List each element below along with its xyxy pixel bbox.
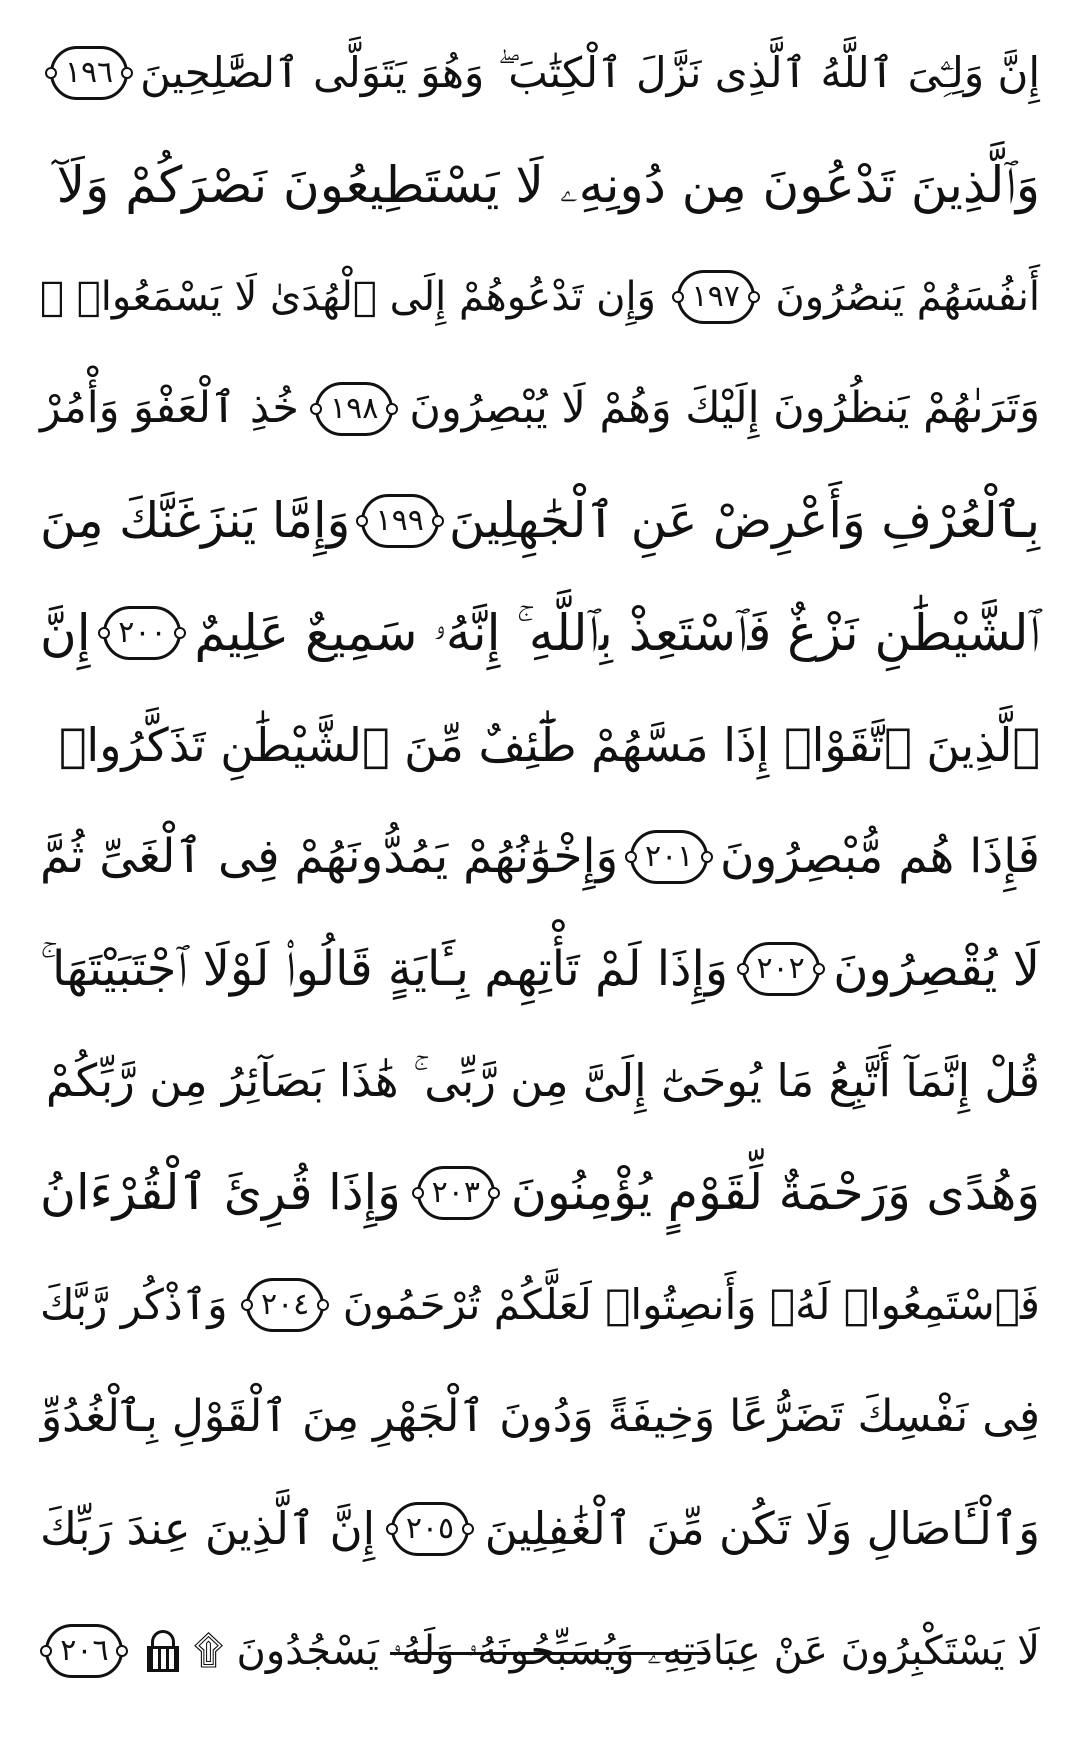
line-text: بِٱلْعُرْفِ وَأَعْرِضْ عَنِ ٱلْجَٰهِلِينَ: [449, 492, 1040, 549]
line-text: أَنفُسَهُمْ يَنصُرُونَ: [775, 273, 1040, 320]
line-text: وَإِذَا قُرِئَ ٱلْقُرْءَانُ: [40, 1164, 401, 1221]
line-14: [40, 1476, 1040, 1581]
line-text: وَهُدًى وَرَحْمَةٌ لِّقَوْمٍ يُؤْمِنُونَ: [510, 1164, 1040, 1221]
ayah-marker-198: ١٩٨: [315, 382, 393, 436]
line-text: خُذِ ٱلْعَفْوَ وَأْمُرْ: [40, 383, 299, 433]
ayah-marker-206: ٢٠٦: [45, 1624, 123, 1678]
line-text: وَتَرَىٰهُمْ يَنظُرُونَ إِلَيْكَ وَهُمْ لَا يُبْصِرُونَ: [409, 383, 1040, 433]
line-text: لَا يُقْصِرُونَ: [833, 940, 1040, 997]
line-text: إِنَّ وَلِـِّۧىَ ٱللَّهُ ٱلَّذِى نَزَّلَ ٱلْكِتَٰبَ ۖ وَهُوَ يَتَوَلَّى ٱلصَّٰلِحِينَ: [140, 47, 1040, 97]
line-12: [40, 1252, 1040, 1357]
line-8: [40, 804, 1040, 909]
line-text: وَإِخْوَٰنُهُمْ يَمُدُّونَهُمْ فِى ٱلْغَىِّ ثُمَّ: [40, 829, 619, 884]
line-text: قُلْ إِنَّمَآ أَتَّبِعُ مَا يُوحَىٰٓ إِلَىَّ مِن رَّبِّى ۚ هَٰذَا بَصَآئِرُ مِن رَّبِّكُمْ: [45, 1054, 1040, 1107]
line-text: وَٱلْـَٔاصَالِ وَلَا تَكُن مِّنَ ٱلْغَٰفِلِينَ: [484, 1502, 1040, 1555]
line-text: وَٱذْكُر رَّبَّكَ: [40, 1279, 228, 1329]
line-5: [40, 468, 1040, 573]
line-4: [40, 356, 1040, 461]
ayah-marker-197: ١٩٧: [677, 270, 755, 324]
line-2: [40, 132, 1040, 237]
ayah-marker-200: ٢٠٠: [103, 606, 181, 660]
line-text: ٱلشَّيْطَٰنِ نَزْغٌ فَٱسْتَعِذْ بِٱللَّهِ ۚ إِنَّهُۥ سَمِيعٌ عَلِيمٌ: [194, 603, 1040, 662]
line-10: [40, 1028, 1040, 1133]
line-text: فَإِذَا هُم مُّبْصِرُونَ: [720, 829, 1040, 884]
ayah-marker-201: ٢٠١: [630, 830, 708, 884]
line-text: ٱلَّذِينَ ٱتَّقَوْا۟ إِذَا مَسَّهُمْ طَٰٓئِفٌ مِّنَ ٱلشَّيْطَٰنِ تَذَكَّرُوا۟: [58, 717, 1040, 772]
line-7: [40, 692, 1040, 797]
ayah-marker-199: ١٩٩: [361, 494, 439, 548]
sajdah-icon: [143, 1626, 183, 1676]
ayah-marker-196: ١٩٦: [50, 46, 128, 100]
line-9: [40, 916, 1040, 1021]
line-text: فَٱسْتَمِعُوا۟ لَهُۥ وَأَنصِتُوا۟ لَعَلَّكُمْ تُرْحَمُونَ: [342, 1279, 1040, 1329]
ayah-marker-204: ٢٠٤: [246, 1278, 324, 1332]
line-15: [40, 1598, 1040, 1703]
line-13: [40, 1364, 1040, 1469]
mushaf-page: [40, 20, 1040, 1727]
ayah-marker-203: ٢٠٣: [417, 1166, 495, 1220]
line-text: وَإِمَّا يَنزَغَنَّكَ مِنَ: [40, 492, 351, 549]
line-1: [40, 20, 1040, 125]
sajdah-overline: [390, 1652, 708, 1655]
line-text: فِى نَفْسِكَ تَضَرُّعًا وَخِيفَةً وَدُونَ ٱلْجَهْرِ مِنَ ٱلْقَوْلِ بِٱلْغُدُوِّ: [40, 1390, 1040, 1442]
line-text: وَٱلَّذِينَ تَدْعُونَ مِن دُونِهِۦ لَا يَسْتَطِيعُونَ نَصْرَكُمْ وَلَآ: [56, 155, 1040, 214]
line-3: [40, 244, 1040, 349]
line-text: إِنَّ ٱلَّذِينَ عِندَ رَبِّكَ: [40, 1502, 376, 1555]
line-text: إِنَّ: [40, 603, 91, 662]
line-text: وَإِن تَدْعُوهُمْ إِلَى ٱلْهُدَىٰ لَا يَسْمَعُوا۟ ۖ: [40, 273, 656, 320]
line-text: لَا يَسْتَكْبِرُونَ عَنْ عِبَادَتِهِۦ وَيُسَبِّحُونَهُۥ وَلَهُۥ يَسْجُدُونَ ۩: [193, 1627, 1040, 1674]
line-11: [40, 1140, 1040, 1245]
line-text: وَإِذَا لَمْ تَأْتِهِم بِـَٔايَةٍ قَالُوا۟ لَوْلَا ٱجْتَبَيْتَهَا ۚ: [40, 940, 729, 997]
ayah-marker-202: ٢٠٢: [742, 942, 820, 996]
ayah-marker-205: ٢٠٥: [391, 1502, 469, 1556]
line-6: [40, 580, 1040, 685]
